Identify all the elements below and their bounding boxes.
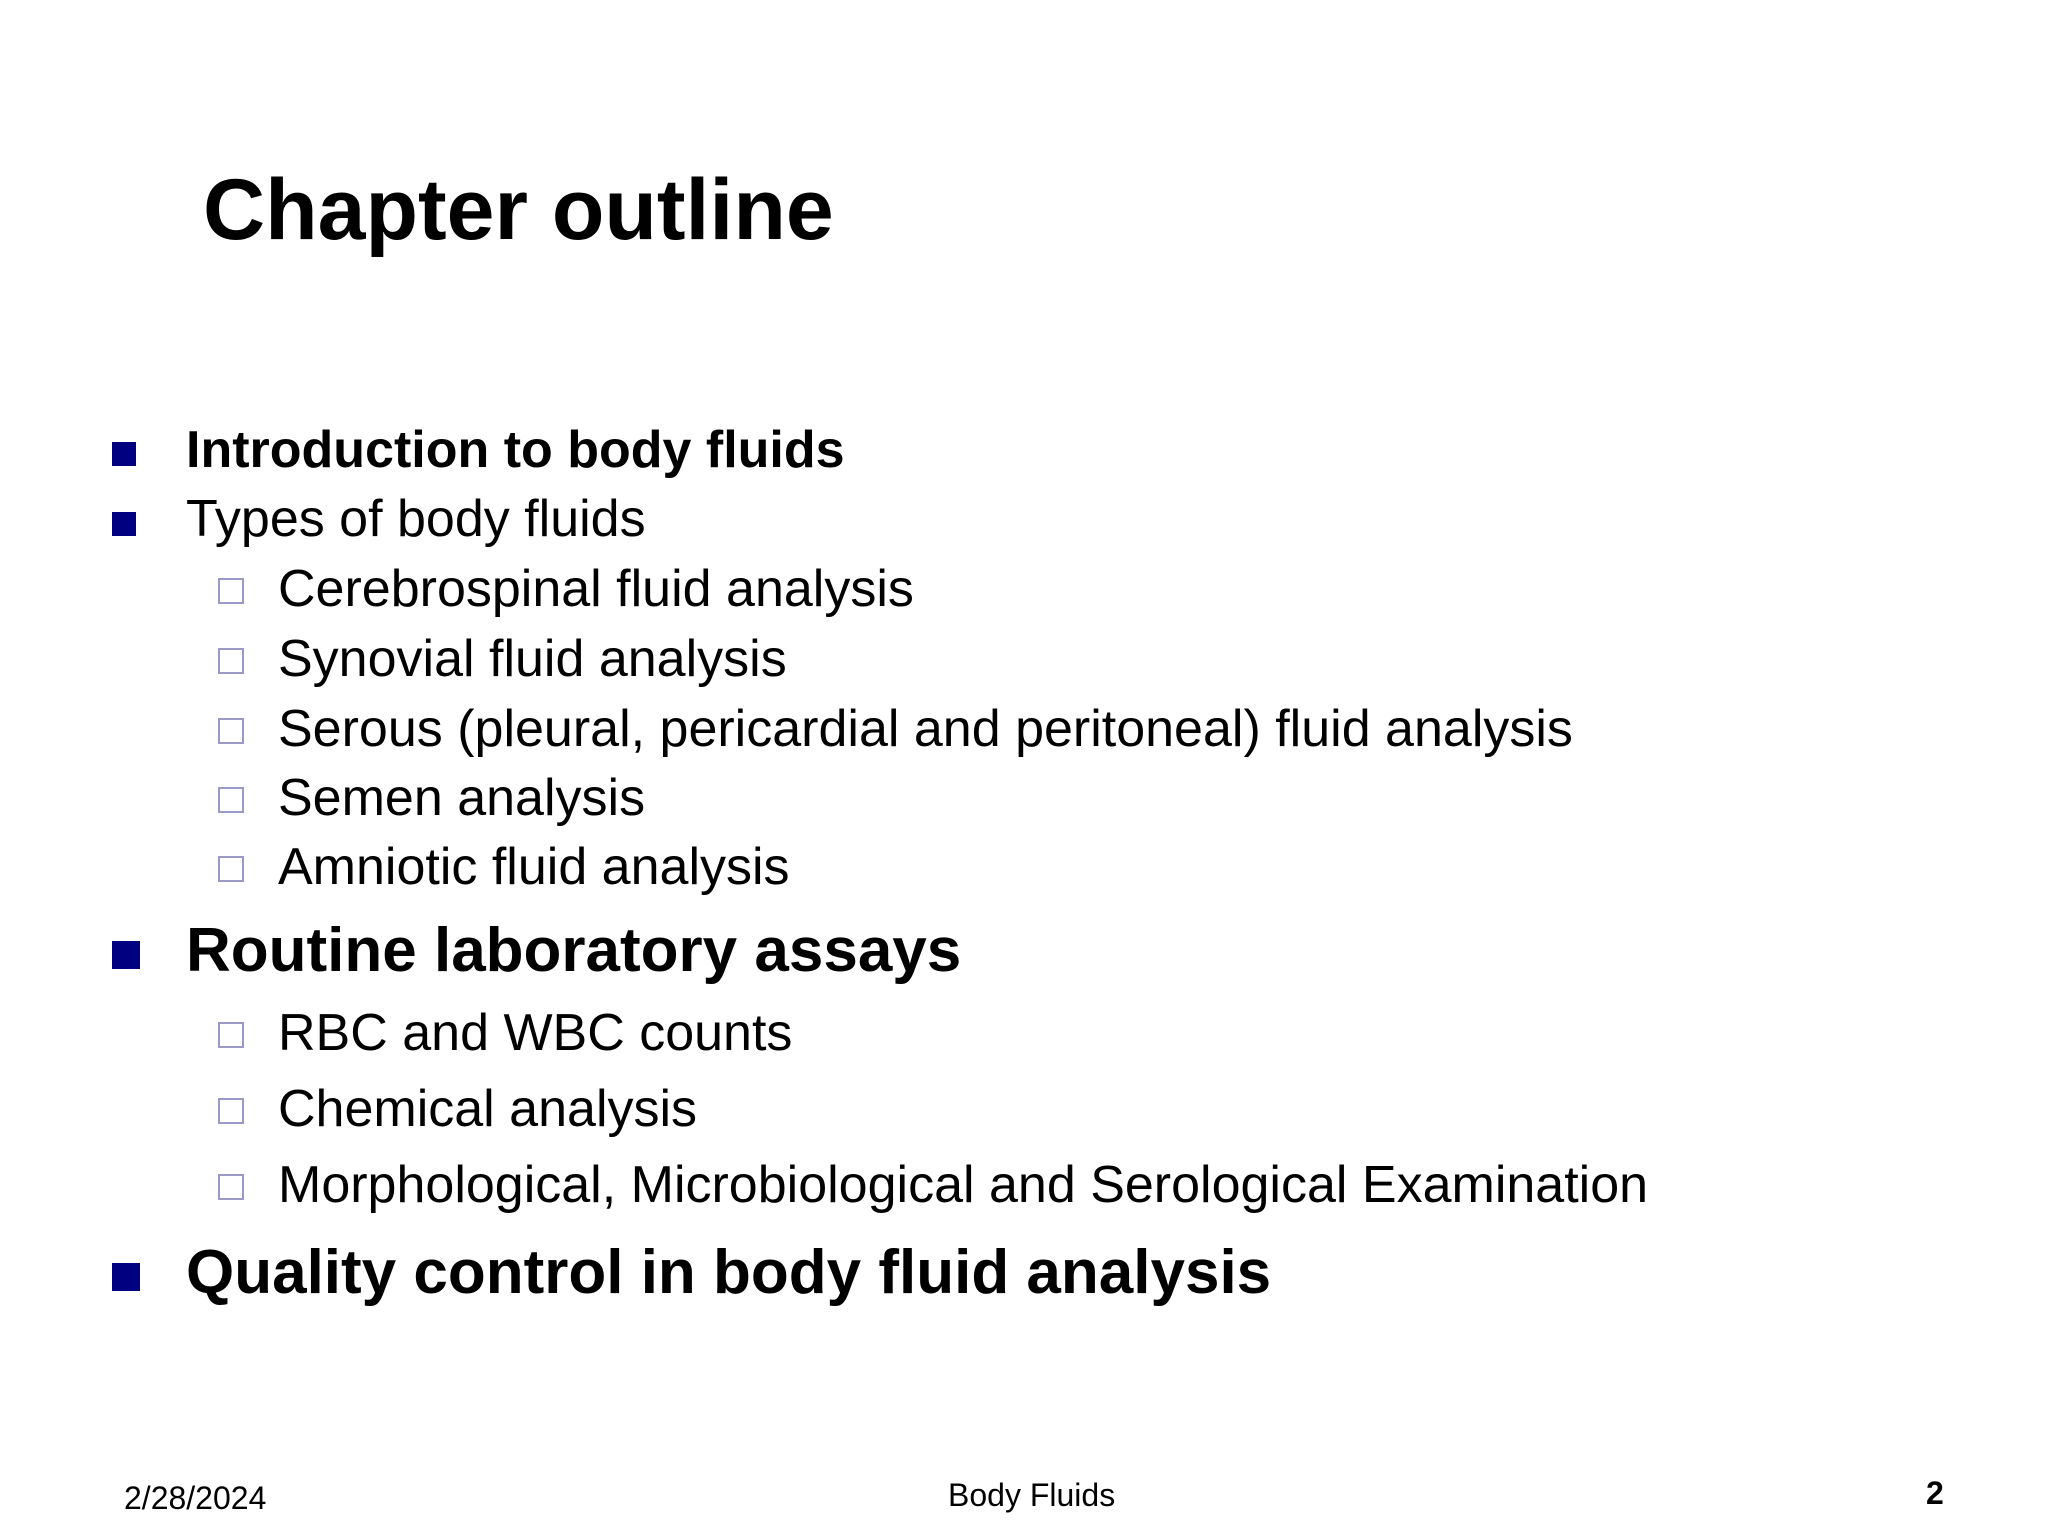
outline-item-label: Types of body fluids [186,490,646,548]
outline-subitem-label: RBC and WBC counts [278,1004,793,1062]
outline-subitem-label: Serous (pleural, pericardial and peritoneal) fluid analysis [278,700,1573,758]
outline-subitem-label: Cerebrospinal fluid analysis [278,560,914,618]
filled-square-icon [112,941,140,969]
filled-square-icon [112,1263,140,1291]
slide-title: Chapter outline [203,162,834,258]
hollow-square-icon [218,1022,244,1048]
hollow-square-icon [218,856,244,882]
filled-square-icon [112,512,136,536]
outline-subitem-label: Morphological, Microbiological and Serological Examination [278,1156,1649,1214]
outline-subitem-label: Amniotic fluid analysis [278,838,790,896]
outline-subitem-label: Synovial fluid analysis [278,630,787,688]
slide-number: 2 [1926,1475,1944,1511]
hollow-square-icon [218,1098,244,1124]
hollow-square-icon [218,787,244,813]
hollow-square-icon [218,648,244,674]
hollow-square-icon [218,578,244,604]
hollow-square-icon [218,1174,244,1200]
filled-square-icon [112,442,136,466]
outline-subitem-label: Semen analysis [278,769,646,827]
outline-item-label: Quality control in body fluid analysis [186,1238,1272,1307]
outline-subitem-label: Chemical analysis [278,1080,698,1138]
outline-item-label: Introduction to body fluids [186,421,845,479]
hollow-square-icon [218,718,244,744]
footer-date: 2/28/2024 [124,1480,267,1516]
footer-title: Body Fluids [948,1477,1116,1513]
outline-item-label: Routine laboratory assays [186,916,962,985]
